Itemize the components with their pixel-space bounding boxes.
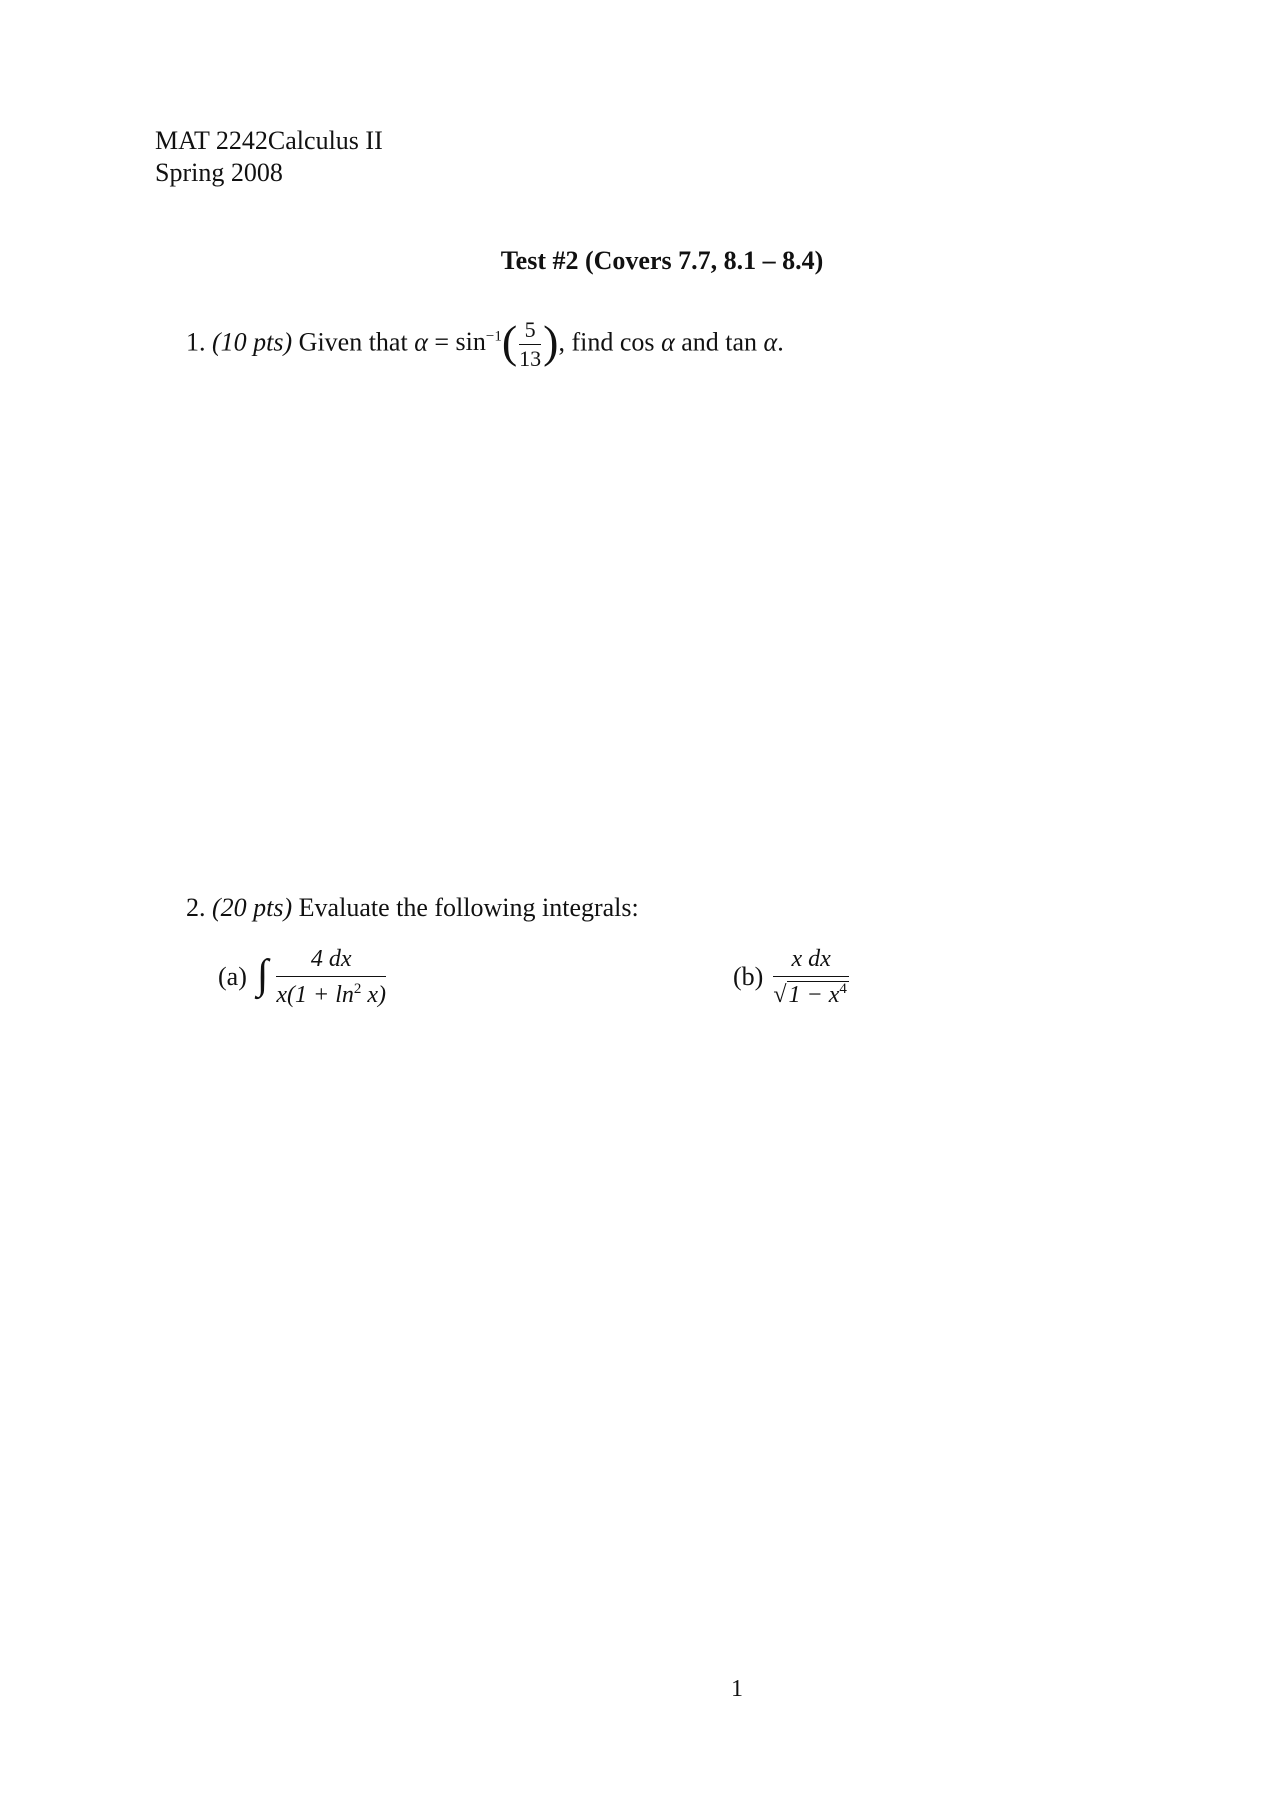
alpha-symbol-cos: α	[661, 327, 675, 357]
fraction-5-13	[519, 319, 541, 370]
radicand-exponent: 4	[839, 981, 847, 998]
cos-func: cos	[619, 327, 655, 357]
tan-func: tan	[725, 327, 758, 357]
course-header: MAT 2242Calculus II	[155, 126, 383, 155]
square-root	[773, 981, 849, 1008]
arcsin-func: $\sin^{-1}$	[455, 327, 502, 357]
part-a-numerator: 4 dx	[276, 946, 386, 977]
alpha-symbol-tan: α	[763, 327, 778, 357]
and-word: and	[681, 327, 719, 357]
problem-2	[186, 893, 639, 923]
page-number: 1	[731, 1676, 743, 1702]
part-a-fraction	[276, 946, 386, 1009]
part-a-denominator: $x(1 + \ln^2 x)$	[276, 981, 387, 1009]
alpha-symbol: α	[414, 327, 428, 357]
problem-2-part-b	[733, 946, 849, 1009]
problem-2-points: (20 pts)	[212, 893, 293, 922]
term-header: Spring 2008	[155, 158, 283, 187]
equals-sign: =	[434, 327, 450, 357]
problem-2-number: 2.	[186, 893, 206, 922]
problem-1-points: (10 pts)	[212, 327, 293, 357]
part-b-denominator	[773, 977, 849, 1008]
problem-2-text: Evaluate the following integrals:	[298, 893, 639, 922]
fraction-denominator: 13	[519, 346, 542, 371]
problem-1: 1. (10 pts) Given that $\alpha = \sin^{-1}$( $\frac{5}{13}$ ), find cos α and tan α.	[186, 316, 784, 371]
problem-1-text-after: , find	[558, 327, 614, 357]
problem-2-part-a	[218, 946, 386, 1009]
radical-sign: √	[773, 982, 787, 1009]
radicand: 1 − x	[788, 982, 840, 1009]
fraction-numerator: 5	[519, 319, 541, 345]
test-title: Test #2 (Covers 7.7, 8.1 – 8.4)	[500, 246, 824, 275]
part-b-numerator: x dx	[773, 946, 849, 977]
integral-sign: ∫	[256, 952, 269, 999]
part-b-fraction	[773, 946, 849, 1009]
problem-1-text-before: Given that	[298, 327, 408, 357]
inverse-exponent: −1	[485, 328, 502, 345]
part-a-label: (a)	[218, 962, 247, 992]
problem-1-number: 1.	[186, 327, 206, 357]
part-b-label: (b)	[733, 962, 764, 992]
